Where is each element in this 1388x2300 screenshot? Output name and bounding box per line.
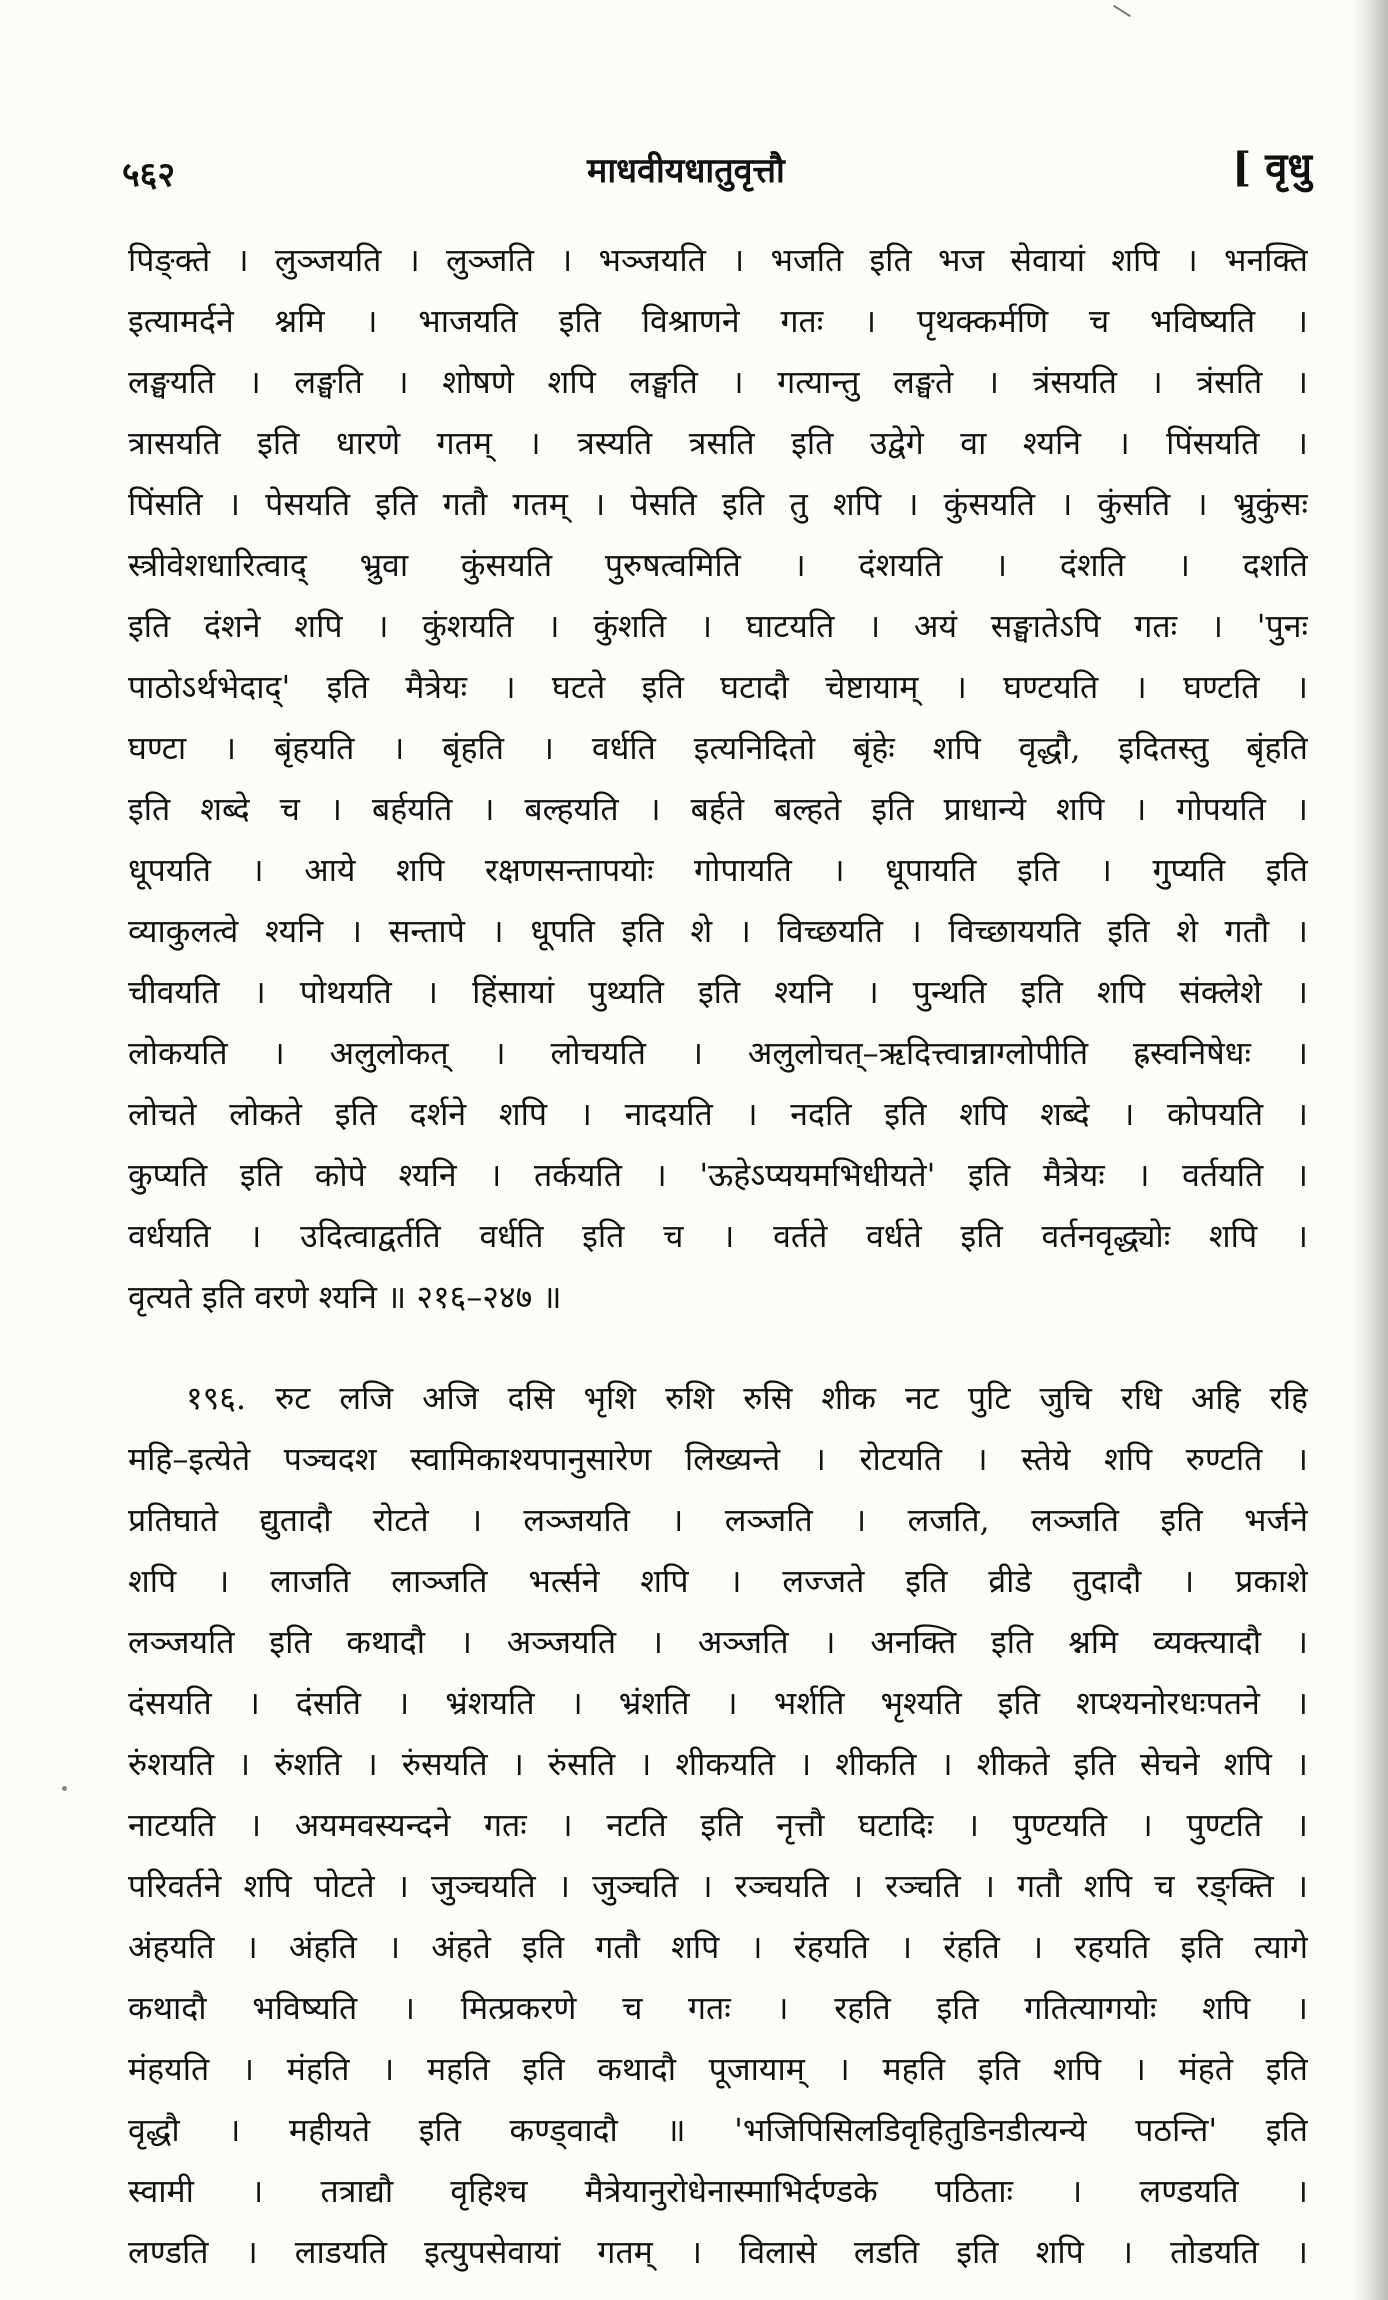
text-line: लङ्घयति । लङ्घति । शोषणे शपि लङ्घति । गत्यान्तु लङ्घते । त्रंसयति । त्रंसति । bbox=[128, 363, 1308, 401]
text-line: घण्टा । बृंहयति । बृंहति । वर्धति इत्यनिदितो बृंहेः शपि वृद्धौ, इदितस्तु बृंहति bbox=[128, 729, 1308, 767]
text-line: पिंसति । पेसयति इति गतौ गतम् । पेसति इति तु शपि । कुंसयति । कुंसति । भ्रुकुंसः bbox=[128, 485, 1308, 523]
text-line: परिवर्तने शपि पोटते । जुञ्चयति । जुञ्चति । रञ्चयति । रञ्चति । गतौ शपि च रङ्क्ति । bbox=[128, 1867, 1308, 1905]
text-line: शपि । लाजति लाञ्जति भर्त्सने शपि । लज्जते इति व्रीडे तुदादौ । प्रकाशे bbox=[128, 1562, 1308, 1600]
text-line: लोकयति । अलुलोकत् । लोचयति । अलुलोचत्–ऋदित्त्वान्नाग्लोपीति ह्रस्वनिषेधः । bbox=[128, 1034, 1308, 1072]
running-title: माधवीयधातुवृत्तौ bbox=[587, 151, 785, 191]
stray-dot bbox=[62, 1786, 67, 1791]
text-line: लण्डति । लाडयति इत्युपसेवायां गतम् । विलासे लडति इति शपि । तोडयति । bbox=[128, 2233, 1308, 2271]
paragraph-2 bbox=[128, 1368, 1308, 2283]
text-line: रुंशयति । रुंशति । रुंसयति । रुंसति । शीकयति । शीकति । शीकते इति सेचने शपि । bbox=[128, 1745, 1308, 1783]
text-line: वर्धयति । उदित्वाद्वर्तति वर्धति इति च । वर्तते वर्धते इति वर्तनवृद्ध्योः शपि । bbox=[128, 1217, 1308, 1255]
body-text bbox=[128, 230, 1308, 2283]
text-line: लोचते लोकते इति दर्शने शपि । नादयति । नदति इति शपि शब्दे । कोपयति । bbox=[128, 1095, 1308, 1133]
section-mark: [ वृधु bbox=[1232, 144, 1312, 191]
text-line: त्रासयति इति धारणे गतम् । त्रस्यति त्रसति इति उद्वेगे वा श्यनि । पिंसयति । bbox=[128, 424, 1308, 462]
stray-mark bbox=[1113, 5, 1131, 17]
text-line: मंहयति । मंहति । महति इति कथादौ पूजायाम् । महति इति शपि । मंहते इति bbox=[128, 2050, 1308, 2088]
page-edge-shadow bbox=[1352, 0, 1388, 2300]
text-line: वृद्धौ । महीयते इति कण्ड्वादौ ॥ 'भजिपिसिलडिवृहितुडिनडीत्यन्ये पठन्ति' इति bbox=[128, 2111, 1308, 2149]
text-line: इति दंशने शपि । कुंशयति । कुंशति । घाटयति । अयं सङ्घातेऽपि गतः । 'पुनः bbox=[128, 607, 1308, 645]
text-line: चीवयति । पोथयति । हिंसायां पुथ्यति इति श्यनि । पुन्थति इति शपि संक्लेशे । bbox=[128, 973, 1308, 1011]
text-line: १९६. रुट लजि अजि दसि भृशि रुशि रुसि शीक नट पुटि जुचि रधि अहि रहि bbox=[186, 1379, 1308, 1417]
paragraph-1 bbox=[128, 230, 1308, 1328]
page-header bbox=[122, 142, 1312, 202]
text-line: दंसयति । दंसति । भ्रंशयति । भ्रंशति । भर्शति भृश्यति इति शप्श्यनोरधःपतने । bbox=[128, 1684, 1308, 1722]
text-line: स्वामी । तत्राद्यौ वृहिश्च मैत्रेयानुरोधेनास्माभिर्दण्डके पठिताः । लण्डयति । bbox=[128, 2172, 1308, 2210]
text-line: कुप्यति इति कोपे श्यनि । तर्कयति । 'ऊहेऽप्ययमभिधीयते' इति मैत्रेयः । वर्तयति । bbox=[128, 1156, 1308, 1194]
page-number: ५६२ bbox=[122, 155, 176, 195]
text-line: लञ्जयति इति कथादौ । अञ्जयति । अञ्जति । अनक्ति इति श्नमि व्यक्त्यादौ । bbox=[128, 1623, 1308, 1661]
text-line: स्त्रीवेशधारित्वाद् भ्रुवा कुंसयति पुरुषत्वमिति । दंशयति । दंशति । दशति bbox=[128, 546, 1308, 584]
text-line: महि–इत्येते पञ्चदश स्वामिकाश्यपानुसारेण लिख्यन्ते । रोटयति । स्तेये शपि रुण्टति । bbox=[128, 1440, 1308, 1478]
text-line: व्याकुलत्वे श्यनि । सन्तापे । धूपति इति शे । विच्छयति । विच्छाययति इति शे गतौ । bbox=[128, 912, 1308, 950]
text-line: कथादौ भविष्यति । मित्प्रकरणे च गतः । रहति इति गतित्यागयोः शपि । bbox=[128, 1989, 1308, 2027]
text-line: इति शब्दे च । बर्हयति । बल्हयति । बर्हते बल्हते इति प्राधान्ये शपि । गोपयति । bbox=[128, 790, 1308, 828]
text-line: नाटयति । अयमवस्यन्दने गतः । नटति इति नृत्तौ घटादिः । पुण्टयति । पुण्टति । bbox=[128, 1806, 1308, 1844]
text-line: पाठोऽर्थभेदाद्' इति मैत्रेयः । घटते इति घटादौ चेष्टायाम् । घण्टयति । घण्टति । bbox=[128, 668, 1308, 706]
text-line: वृत्यते इति वरणे श्यनि ॥ २१६–२४७ ॥ bbox=[128, 1278, 562, 1316]
text-line: इत्यामर्दने श्नमि । भाजयति इति विश्राणने गतः । पृथक्कर्मणि च भविष्यति । bbox=[128, 302, 1308, 340]
text-line: अंहयति । अंहति । अंहते इति गतौ शपि । रंहयति । रंहति । रहयति इति त्यागे bbox=[128, 1928, 1308, 1966]
text-line: धूपयति । आये शपि रक्षणसन्तापयोः गोपायति । धूपायति इति । गुप्यति इति bbox=[128, 851, 1308, 889]
paragraph-gap bbox=[128, 1328, 1308, 1368]
text-line: पिङ्क्ते । लुञ्जयति । लुञ्जति । भञ्जयति । भजति इति भज सेवायां शपि । भनक्ति bbox=[128, 241, 1308, 279]
text-line: प्रतिघाते द्युतादौ रोटते । लञ्जयति । लञ्जति । लजति, लञ्जति इति भर्जने bbox=[128, 1501, 1308, 1539]
